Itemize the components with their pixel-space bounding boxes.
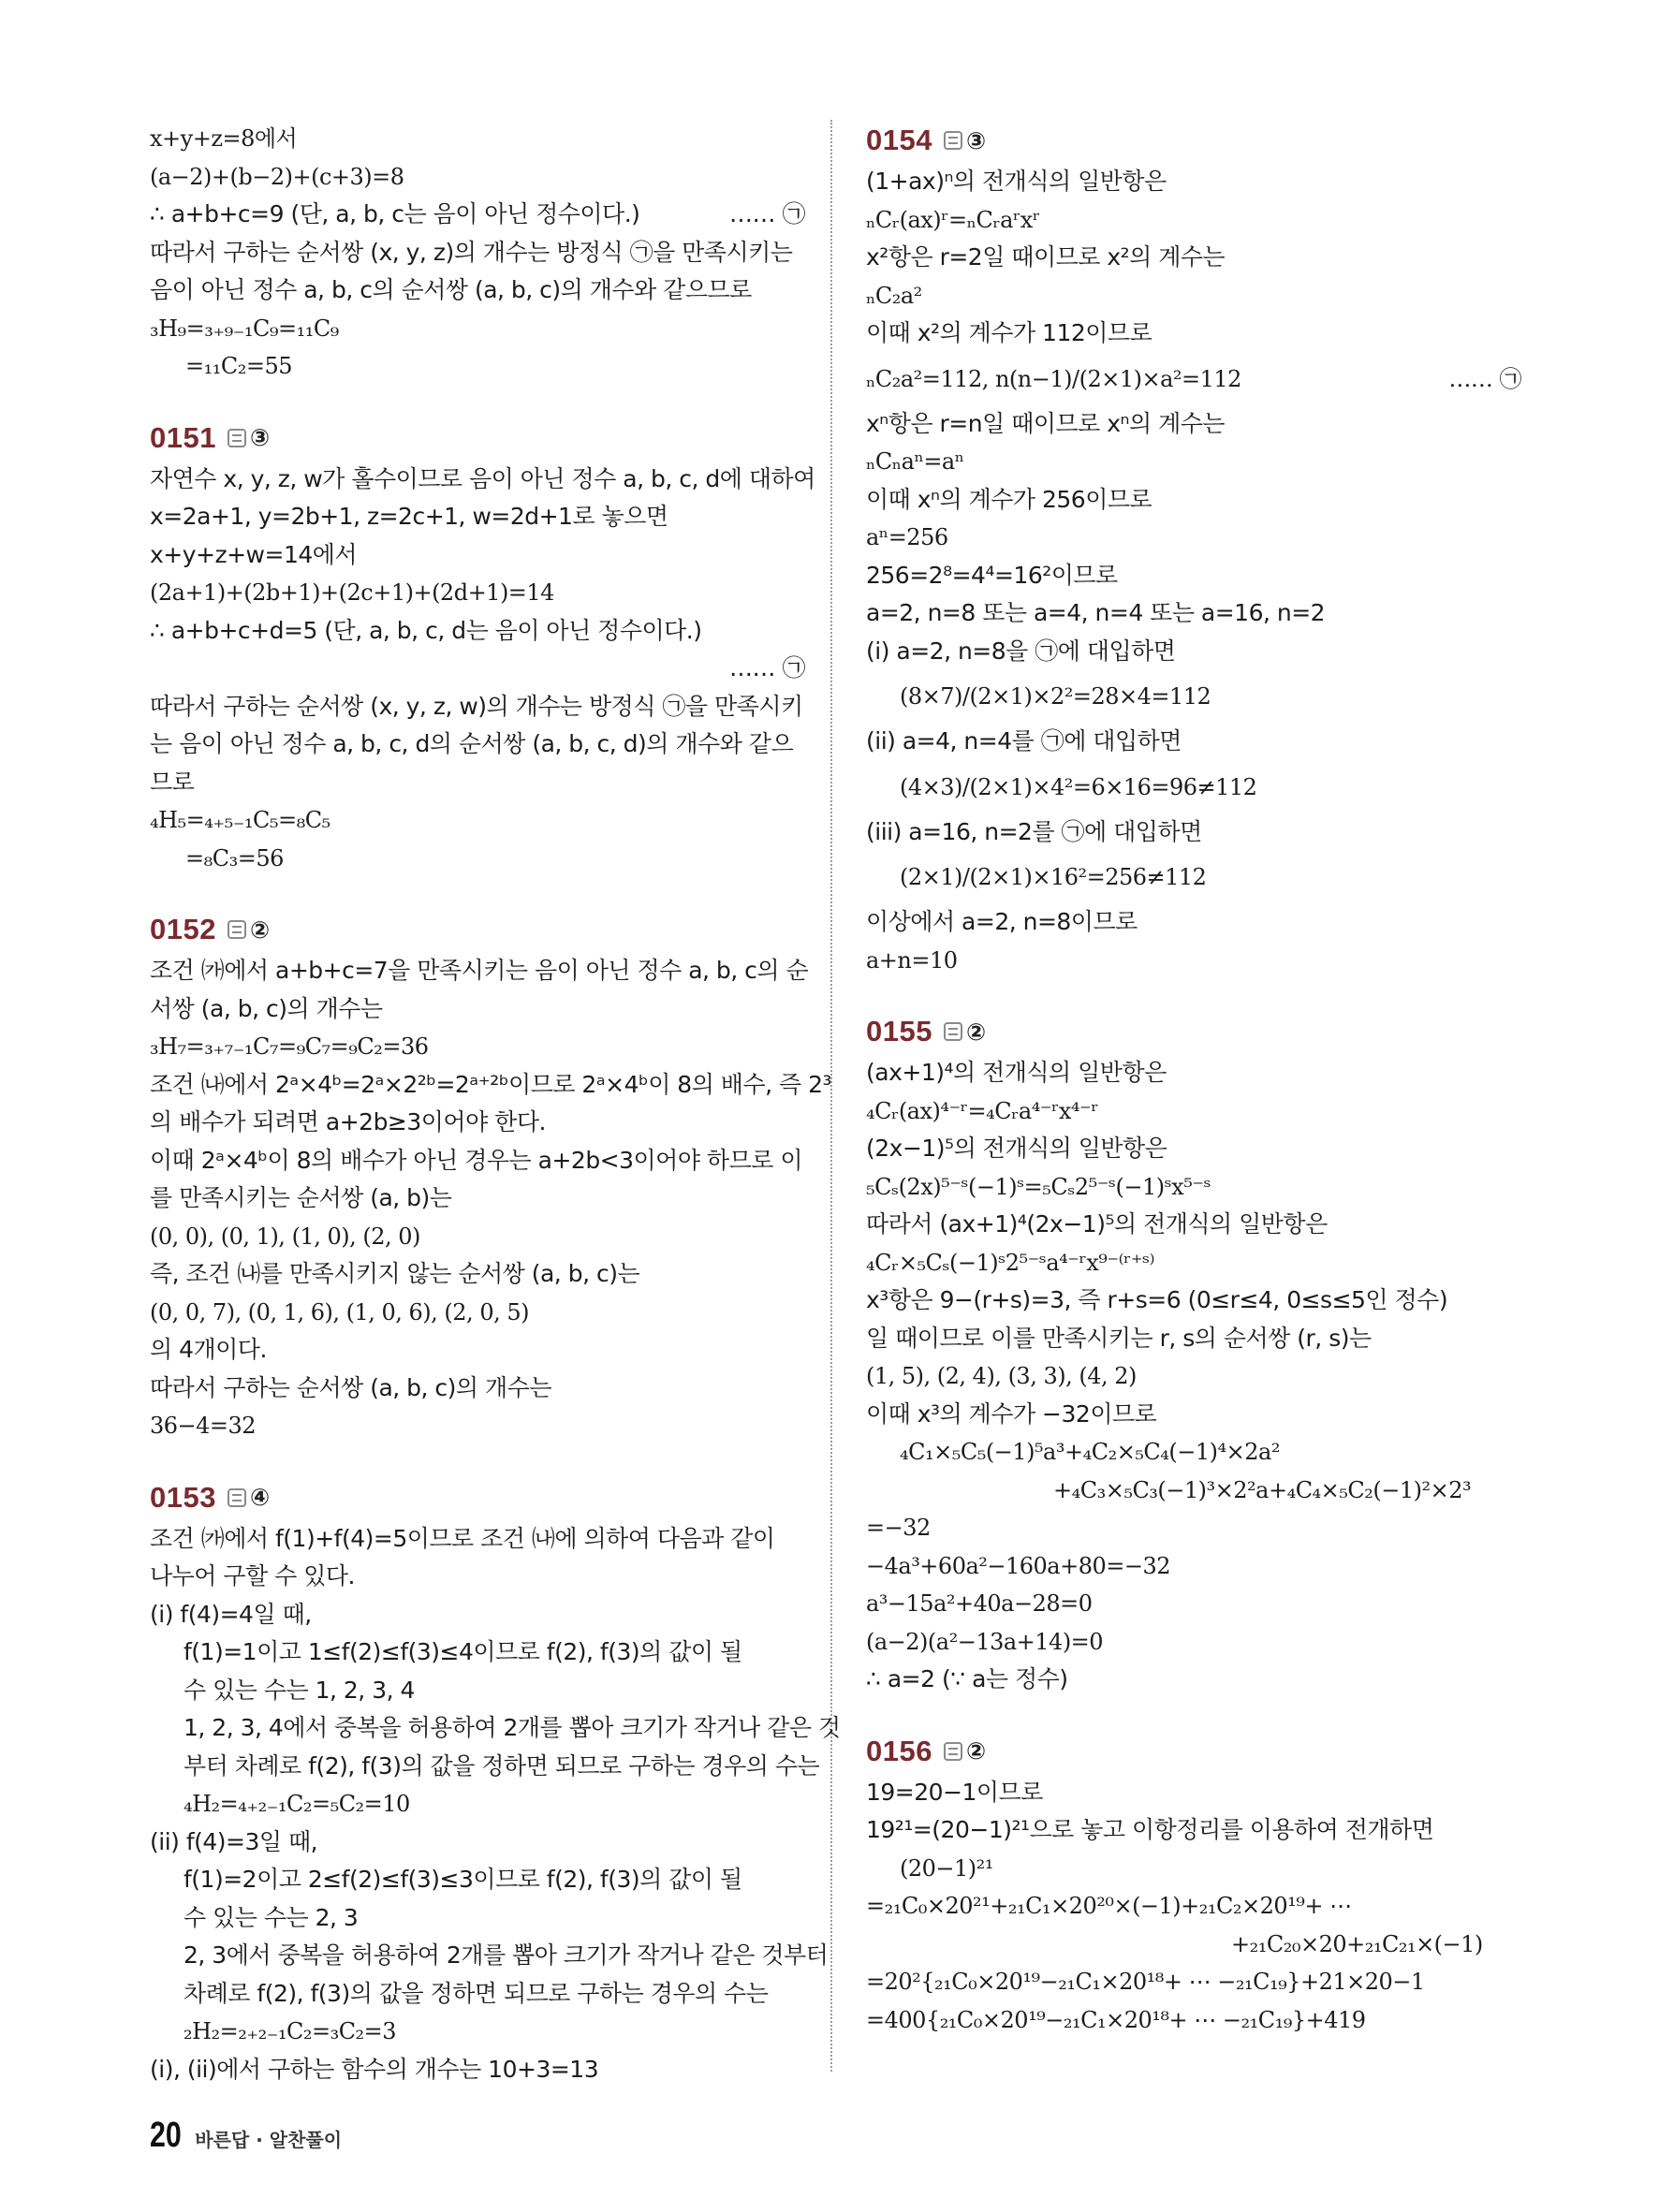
solution-text: ∴ a+b+c=9 (단, a, b, c는 음이 아닌 정수이다.) bbox=[150, 200, 640, 227]
solution-line: 음이 아닌 정수 a, b, c의 순서쌍 (a, b, c)의 개수와 같으므로 bbox=[150, 276, 752, 303]
solution-line: ₄C₁×₅C₅(−1)⁵a³+₄C₂×₅C₄(−1)⁴×2a² bbox=[900, 1439, 1280, 1465]
solution-line: 이때 x²의 계수가 112이므로 bbox=[866, 319, 1152, 346]
solution-line: (8×7)/(2×1)×2²=28×4=112 bbox=[900, 683, 1211, 710]
solution-line: 19²¹=(20−1)²¹으로 놓고 이항정리를 이용하여 전개하면 bbox=[866, 1816, 1434, 1843]
solution-line: (i) a=2, n=8을 ㉠에 대입하면 bbox=[866, 637, 1176, 665]
solution-line: 따라서 구하는 순서쌍 (x, y, z)의 개수는 방정식 ㉠을 만족시키는 bbox=[150, 238, 793, 266]
solution-line: ₙCᵣ(ax)ʳ=ₙCᵣaʳxʳ bbox=[866, 206, 1040, 233]
answer-icon bbox=[228, 920, 246, 939]
problem-number: 0156 bbox=[866, 1734, 932, 1767]
problem-0154 bbox=[866, 120, 1521, 979]
solution-line: aⁿ=256 bbox=[866, 524, 948, 550]
solution-line: +₄C₃×₅C₃(−1)³×2²a+₄C₄×₅C₂(−1)²×2³ bbox=[1053, 1476, 1472, 1503]
solution-line: (1, 5), (2, 4), (3, 3), (4, 2) bbox=[866, 1363, 1137, 1389]
solution-line: f(1)=2이고 2≤f(2)≤f(3)≤3이므로 f(2), f(3)의 값이 될 bbox=[184, 1866, 742, 1893]
solution-line: (ax+1)⁴의 전개식의 일반항은 bbox=[866, 1059, 1167, 1086]
solution-line: =400{₂₁C₀×20¹⁹−₂₁C₁×20¹⁸+ ⋯ −₂₁C₁₉}+419 bbox=[866, 2006, 1366, 2033]
page-number: 20 bbox=[150, 2116, 182, 2155]
problem-number: 0153 bbox=[150, 1480, 216, 1514]
solution-line: 즉, 조건 ㈏를 만족시키지 않는 순서쌍 (a, b, c)는 bbox=[150, 1260, 640, 1287]
solution-line: 이상에서 a=2, n=8이므로 bbox=[866, 908, 1138, 935]
answer-choice: ② bbox=[965, 1018, 987, 1046]
problem-0151 bbox=[150, 417, 815, 878]
problem-header bbox=[866, 1011, 1521, 1052]
answer-choice: ② bbox=[249, 916, 271, 944]
solution-line: 일 때이므로 이를 만족시키는 r, s의 순서쌍 (r, s)는 bbox=[866, 1324, 1372, 1352]
solution-line: 따라서 (ax+1)⁴(2x−1)⁵의 전개식의 일반항은 bbox=[866, 1210, 1328, 1238]
book-section-title: 바른답 · 알찬풀이 bbox=[195, 2129, 343, 2151]
solution-line: (a−2)+(b−2)+(c+3)=8 bbox=[150, 163, 404, 190]
solution-line: x³항은 9−(r+s)=3, 즉 r+s=6 (0≤r≤4, 0≤s≤5인 정수) bbox=[866, 1286, 1448, 1313]
problem-number: 0154 bbox=[866, 124, 932, 156]
answer-icon bbox=[944, 1022, 962, 1041]
solution-line: (a−2)(a²−13a+14)=0 bbox=[866, 1628, 1104, 1655]
solution-line: (0, 0, 7), (0, 1, 6), (1, 0, 6), (2, 0, 5) bbox=[150, 1298, 529, 1326]
solution-line: ∴ a+b+c+d=5 (단, a, b, c, d는 음이 아닌 정수이다.) bbox=[150, 616, 702, 644]
equation-text: ₙC₂a²=112, n(n−1)/(2×1)×a²=112 bbox=[866, 365, 1241, 392]
solution-line: 따라서 구하는 순서쌍 (a, b, c)의 개수는 bbox=[150, 1373, 551, 1401]
solution-line: (i), (ii)에서 구하는 함수의 개수는 10+3=13 bbox=[150, 2055, 599, 2083]
solution-line: 따라서 구하는 순서쌍 (x, y, z, w)의 개수는 방정식 ㉠을 만족시키 bbox=[150, 692, 803, 720]
solution-line: (0, 0), (0, 1), (1, 0), (2, 0) bbox=[150, 1223, 420, 1250]
solution-line: 는 음이 아닌 정수 a, b, c, d의 순서쌍 (a, b, c, d)의 개수와 같으 bbox=[150, 730, 794, 757]
solution-line: ₅Cₛ(2x)⁵⁻ˢ(−1)ˢ=₅Cₛ2⁵⁻ˢ(−1)ˢx⁵⁻ˢ bbox=[866, 1173, 1211, 1200]
solution-line: 서쌍 (a, b, c)의 개수는 bbox=[150, 994, 383, 1022]
solution-line: ₃H₉=₃₊₉₋₁C₉=₁₁C₉ bbox=[150, 315, 339, 342]
solution-line: (2x−1)⁵의 전개식의 일반항은 bbox=[866, 1135, 1167, 1162]
solution-line: 부터 차례로 f(2), f(3)의 값을 정하면 되므로 구하는 경우의 수는 bbox=[184, 1751, 820, 1780]
solution-line: ₄Cᵣ(ax)⁴⁻ʳ=₄Cᵣa⁴⁻ʳx⁴⁻ʳ bbox=[866, 1097, 1099, 1124]
answer-choice: ③ bbox=[965, 126, 987, 154]
solution-line: 이때 xⁿ의 계수가 256이므로 bbox=[866, 485, 1152, 513]
solution-line: 이때 x³의 계수가 −32이므로 bbox=[866, 1399, 1157, 1428]
problem-header bbox=[150, 417, 805, 459]
solution-line: 조건 ㈎에서 f(1)+f(4)=5이므로 조건 ㈏에 의하여 다음과 같이 bbox=[150, 1524, 775, 1552]
solution-line: (ii) a=4, n=4를 ㉠에 대입하면 bbox=[866, 727, 1182, 754]
solution-line: ₂H₂=₂₊₂₋₁C₂=₃C₂=3 bbox=[184, 2018, 397, 2044]
solution-line: f(1)=1이고 1≤f(2)≤f(3)≤4이므로 f(2), f(3)의 값이 될 bbox=[184, 1638, 742, 1665]
solution-line: ₃H₇=₃₊₇₋₁C₇=₉C₇=₉C₂=36 bbox=[150, 1033, 429, 1060]
solution-line: ₙCₙaⁿ=aⁿ bbox=[866, 448, 964, 475]
solution-line: +₂₁C₂₀×20+₂₁C₂₁×(−1) bbox=[1231, 1930, 1483, 1957]
problem-header bbox=[150, 1477, 805, 1518]
problem-number: 0152 bbox=[150, 913, 216, 945]
solution-line: (2×1)/(2×1)×16²=256≠112 bbox=[900, 864, 1207, 890]
solution-line: =20²{₂₁C₀×20¹⁹−₂₁C₁×20¹⁸+ ⋯ −₂₁C₁₉}+21×20−1 bbox=[866, 1969, 1425, 1995]
solution-line: ∴ a=2 (∵ a는 정수) bbox=[866, 1665, 1068, 1692]
solution-line: 조건 ㈏에서 2ᵃ×4ᵇ=2ᵃ×2²ᵇ=2ᵃ⁺²ᵇ이므로 2ᵃ×4ᵇ이 8의 배수, 즉 2³ bbox=[150, 1070, 832, 1098]
solution-line: (1+ax)ⁿ의 전개식의 일반항은 bbox=[866, 168, 1167, 195]
solution-line: (ii) f(4)=3일 때, bbox=[150, 1827, 318, 1855]
solution-line: x²항은 r=2일 때이므로 x²의 계수는 bbox=[866, 243, 1226, 271]
answer-icon bbox=[944, 131, 962, 150]
intro-solution bbox=[150, 120, 805, 386]
solution-line: 를 만족시키는 순서쌍 (a, b)는 bbox=[150, 1184, 452, 1211]
solution-line: 차례로 f(2), f(3)의 값을 정하면 되므로 구하는 경우의 수는 bbox=[184, 1979, 769, 2007]
solution-line: x=2a+1, y=2b+1, z=2c+1, w=2d+1로 놓으면 bbox=[150, 503, 668, 530]
solution-line: (4×3)/(2×1)×4²=6×16=96≠112 bbox=[900, 773, 1257, 800]
solution-line: ₄Cᵣ×₅Cₛ(−1)ˢ2⁵⁻ˢa⁴⁻ʳx⁹⁻⁽ʳ⁺ˢ⁾ bbox=[866, 1249, 1154, 1276]
solution-line: 256=2⁸=4⁴=16²이므로 bbox=[866, 561, 1118, 589]
answer-icon bbox=[228, 1488, 246, 1507]
solution-line: xⁿ항은 r=n일 때이므로 xⁿ의 계수는 bbox=[866, 409, 1226, 437]
page-footer bbox=[150, 2116, 342, 2156]
solution-line: ₄H₂=₄₊₂₋₁C₂=₅C₂=10 bbox=[184, 1791, 410, 1817]
solution-line: =₁₁C₂=55 bbox=[185, 353, 292, 379]
problem-0156 bbox=[866, 1731, 1521, 2040]
solution-line: a=2, n=8 또는 a=4, n=4 또는 a=16, n=2 bbox=[866, 599, 1326, 626]
solution-line: (20−1)²¹ bbox=[900, 1854, 993, 1882]
solution-line: 36−4=32 bbox=[150, 1413, 257, 1439]
problem-number: 0155 bbox=[866, 1015, 932, 1047]
answer-icon bbox=[944, 1742, 962, 1761]
equation-tag: …… ㉠ bbox=[729, 654, 805, 681]
solution-line: =₂₁C₀×20²¹+₂₁C₁×20²⁰×(−1)+₂₁C₂×20¹⁹+ ⋯ bbox=[866, 1893, 1352, 1919]
solution-line: ₙC₂a² bbox=[866, 282, 922, 309]
problem-header bbox=[866, 120, 1521, 161]
solution-line: 나누어 구할 수 있다. bbox=[150, 1562, 355, 1589]
solution-line: −4a³+60a²−160a+80=−32 bbox=[866, 1552, 1171, 1579]
right-column bbox=[866, 120, 1521, 2039]
solution-line: (iii) a=16, n=2를 ㉠에 대입하면 bbox=[866, 817, 1202, 845]
equation-tag: …… ㉠ bbox=[729, 200, 805, 227]
solution-line: 2, 3에서 중복을 허용하여 2개를 뽑아 크기가 작거나 같은 것부터 bbox=[184, 1941, 829, 1969]
solution-line bbox=[866, 353, 1521, 405]
answer-icon bbox=[228, 429, 246, 447]
solution-line: 의 4개이다. bbox=[150, 1336, 267, 1363]
problem-header bbox=[866, 1731, 1521, 1772]
problem-header bbox=[150, 909, 805, 950]
solution-line: (i) f(4)=4일 때, bbox=[150, 1600, 312, 1628]
solution-line: 수 있는 수는 2, 3 bbox=[184, 1903, 359, 1931]
solution-line: x+y+z=8에서 bbox=[150, 125, 298, 152]
solution-line: =−32 bbox=[866, 1515, 931, 1541]
solution-line: =₈C₃=56 bbox=[185, 844, 284, 872]
answer-choice: ② bbox=[965, 1737, 987, 1765]
problem-0152 bbox=[150, 909, 832, 1445]
solution-line: 수 있는 수는 1, 2, 3, 4 bbox=[184, 1676, 415, 1704]
solution-line: 이때 2ᵃ×4ᵇ이 8의 배수가 아닌 경우는 a+2b<3이어야 하므로 이 bbox=[150, 1146, 802, 1174]
left-column bbox=[150, 120, 841, 2088]
answer-choice: ④ bbox=[249, 1484, 271, 1511]
equation-tag: …… ㉠ bbox=[1448, 365, 1521, 392]
answer-choice: ③ bbox=[249, 424, 271, 451]
problem-number: 0151 bbox=[150, 420, 216, 454]
solution-line: 19=20−1이므로 bbox=[866, 1778, 1043, 1806]
solution-line: a³−15a²+40a−28=0 bbox=[866, 1590, 1093, 1617]
solution-line: 조건 ㈎에서 a+b+c=7을 만족시키는 음이 아닌 정수 a, b, c의 순 bbox=[150, 957, 809, 984]
solution-line: a+n=10 bbox=[866, 946, 958, 974]
solution-line: x+y+z+w=14에서 bbox=[150, 540, 358, 568]
solution-line: (2a+1)+(2b+1)+(2c+1)+(2d+1)=14 bbox=[150, 579, 554, 606]
solution-line bbox=[150, 196, 805, 234]
solution-line: 자연수 x, y, z, w가 홀수이므로 음이 아닌 정수 a, b, c, d에 대하여 bbox=[150, 464, 815, 492]
solution-line: 의 배수가 되려면 a+2b≥3이어야 한다. bbox=[150, 1108, 546, 1135]
solution-line: 1, 2, 3, 4에서 중복을 허용하여 2개를 뽑아 크기가 작거나 같은 것 bbox=[184, 1714, 841, 1741]
solution-line: 므로 bbox=[150, 768, 195, 796]
problem-0153 bbox=[150, 1477, 841, 2089]
problem-0155 bbox=[866, 1011, 1521, 1699]
solution-line: ₄H₅=₄₊₅₋₁C₅=₈C₅ bbox=[150, 807, 330, 833]
